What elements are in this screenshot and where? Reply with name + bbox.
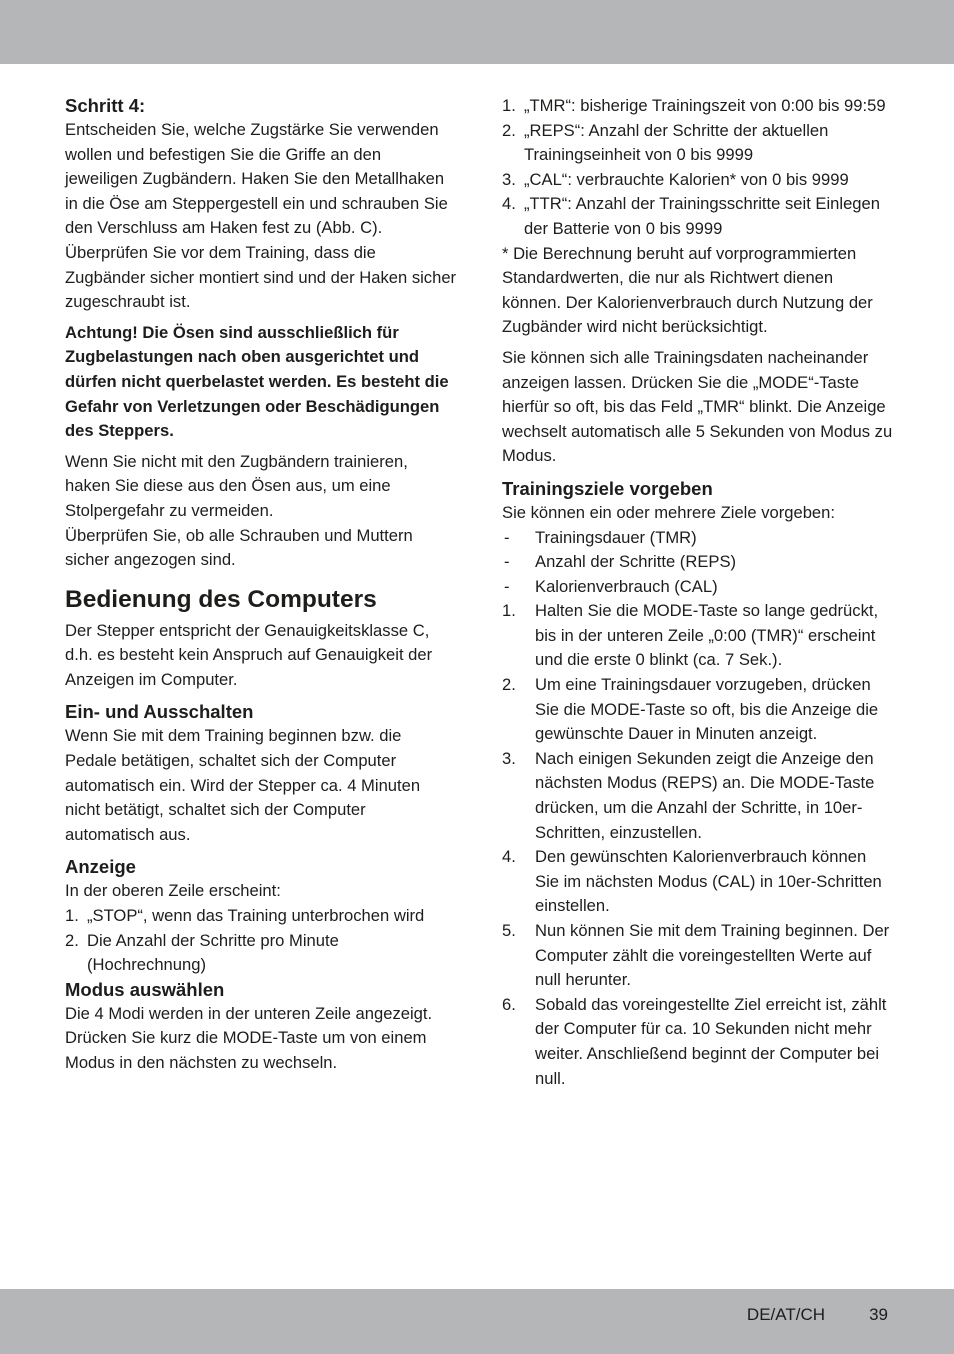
hook-remove-text: Wenn Sie nicht mit den Zugbändern trainieren, haken Sie diese aus den Ösen aus, um eine Stolpergefahr zu vermeiden. — [65, 451, 408, 520]
list-number: 4. — [502, 194, 516, 214]
list-text: Anzahl der Schritte (REPS) — [535, 552, 737, 572]
list-item — [65, 904, 457, 929]
list-text: Die Anzahl der Schritte pro Minute (Hochrechnung) — [87, 930, 339, 975]
list-text: Nun können Sie mit dem Training beginnen. Der Computer zählt die voreingestellten Werte auf null herunter. — [535, 921, 890, 990]
footnote-text: * Die Berechnung beruht auf vorprogrammierten Standardwerten, die nur als Richtwert dienen können. Der Kalorienverbrauch durch Nutzung der Zugbänder wird nicht berücksichtigt. — [502, 243, 873, 337]
list-number: 3. — [502, 748, 516, 768]
accuracy-text: Der Stepper entspricht der Genauigkeitsklasse C, d.h. es besteht kein Anspruch auf Genauigkeit der Anzeigen im Computer. — [65, 620, 433, 689]
display-list — [65, 904, 457, 978]
list-item — [502, 599, 894, 673]
list-number: 5. — [502, 921, 516, 940]
list-text: „REPS“: Anzahl der Schritte der aktuellen Trainingseinheit von 0 bis 9999 — [524, 120, 829, 165]
list-item — [502, 94, 894, 119]
modes-list — [502, 94, 894, 242]
list-item — [502, 168, 894, 193]
display-intro: In der oberen Zeile erscheint: — [65, 881, 281, 901]
list-item — [502, 673, 894, 747]
header-bar — [0, 0, 954, 64]
data-display-text: Sie können sich alle Trainingsdaten nacheinander anzeigen lassen. Drücken Sie die „MODE“-Taste hierfür so oft, bis das Feld „TMR“ blinkt. Die Anzeige wechselt automatisch alle 5 Sekunden von Modus zu Modus. — [502, 347, 893, 466]
screw-check-text: Überprüfen Sie, ob alle Schrauben und Muttern sicher angezogen sind. — [65, 525, 413, 570]
list-number: 1. — [502, 601, 516, 621]
page-number: 39 — [869, 1305, 888, 1324]
list-text: Trainingsdauer (TMR) — [535, 527, 697, 547]
list-item — [502, 192, 894, 241]
list-dash: - — [504, 576, 510, 596]
list-text: „TMR“: bisherige Trainingszeit von 0:00 bis 99:59 — [524, 96, 886, 115]
right-column — [502, 94, 894, 1091]
list-text: „TTR“: Anzahl der Trainingsschritte seit Einlegen der Batterie von 0 bis 9999 — [524, 194, 880, 238]
list-item — [502, 575, 894, 600]
list-item — [502, 919, 894, 993]
onoff-text: Wenn Sie mit dem Training beginnen bzw. die Pedale betätigen, schaltet sich der Computer automatisch ein. Wird der Stepper ca. 4 Minuten nicht betätigt, schaltet sich der Computer automatisch aus. — [65, 726, 421, 844]
list-item — [502, 550, 894, 575]
list-text: Halten Sie die MODE-Taste so lange gedrückt, bis in der unteren Zeile „0:00 (TMR)“ erscheint und die erste 0 blinkt (ca. 7 Sek.). — [535, 601, 879, 670]
list-item — [502, 845, 894, 919]
list-item — [502, 526, 894, 551]
list-number: 2. — [65, 930, 79, 950]
list-number: 2. — [502, 675, 516, 695]
list-text: Nach einigen Sekunden zeigt die Anzeige den nächsten Modus (REPS) an. Die MODE-Taste drücken, um die Anzahl der Schritte, in 10er-Schritten, einzustellen. — [535, 748, 875, 842]
computer-heading: Bedienung des Computers — [65, 585, 377, 613]
list-number: 3. — [502, 169, 516, 189]
goal-steps-list — [502, 599, 894, 1091]
display-heading: Anzeige — [65, 856, 136, 878]
list-text: Den gewünschten Kalorienverbrauch können Sie im nächsten Modus (CAL) in 10er-Schritten einstellen. — [535, 847, 882, 916]
list-item — [65, 929, 457, 978]
list-number: 6. — [502, 994, 516, 1014]
mode-heading: Modus auswählen — [65, 978, 225, 1000]
list-item — [502, 119, 894, 168]
goals-intro: Sie können ein oder mehrere Ziele vorgeben: — [502, 502, 836, 522]
list-text: „STOP“, wenn das Training unterbrochen wird — [87, 906, 425, 926]
mode-text: Die 4 Modi werden in der unteren Zeile angezeigt. Drücken Sie kurz die MODE-Taste um von einem Modus in den nächsten zu wechseln. — [65, 1003, 433, 1072]
list-text: Kalorienverbrauch (CAL) — [535, 576, 718, 596]
left-column — [65, 94, 457, 1076]
list-text: Um eine Trainingsdauer vorzugeben, drücken Sie die MODE-Taste so oft, bis die Anzeige die gewünschte Dauer in Minuten anzeigt. — [535, 675, 879, 744]
step4-text: Entscheiden Sie, welche Zugstärke Sie verwenden wollen und befestigen Sie die Griffe an den jeweiligen Zugbändern. Haken Sie den Metallhaken in die Öse am Steppergestell ein und schrauben Sie den Verschluss am Haken fest zu (Abb. C). Überprüfen Sie vor dem Training, dass die Zugbänder sicher montiert sind und der Haken sicher zugeschraubt ist. — [65, 120, 457, 312]
onoff-heading: Ein- und Ausschalten — [65, 701, 254, 723]
list-number: 4. — [502, 847, 516, 867]
list-text: „CAL“: verbrauchte Kalorien* von 0 bis 9999 — [524, 169, 849, 189]
goal-options-list — [502, 526, 894, 600]
list-dash: - — [504, 552, 510, 572]
goals-heading: Trainingsziele vorgeben — [502, 477, 713, 499]
warning-text: Achtung! Die Ösen sind ausschließlich für Zugbelastungen nach oben ausgerichtet und dürfen nicht querbelastet werden. Es besteht die Gefahr von Verletzungen oder Beschädigungen des Steppers. — [65, 322, 449, 441]
list-number: 1. — [65, 906, 79, 926]
list-text: Sobald das voreingestellte Ziel erreicht ist, zählt der Computer für ca. 10 Sekunden nicht mehr weiter. Anschließend beginnt der Computer bei null. — [535, 994, 887, 1088]
list-number: 2. — [502, 120, 516, 140]
list-item — [502, 993, 894, 1091]
footer-region: DE/AT/CH — [746, 1305, 825, 1324]
list-dash: - — [504, 527, 510, 547]
step4-heading: Schritt 4: — [65, 95, 146, 116]
list-number: 1. — [502, 96, 516, 115]
list-item — [502, 747, 894, 845]
